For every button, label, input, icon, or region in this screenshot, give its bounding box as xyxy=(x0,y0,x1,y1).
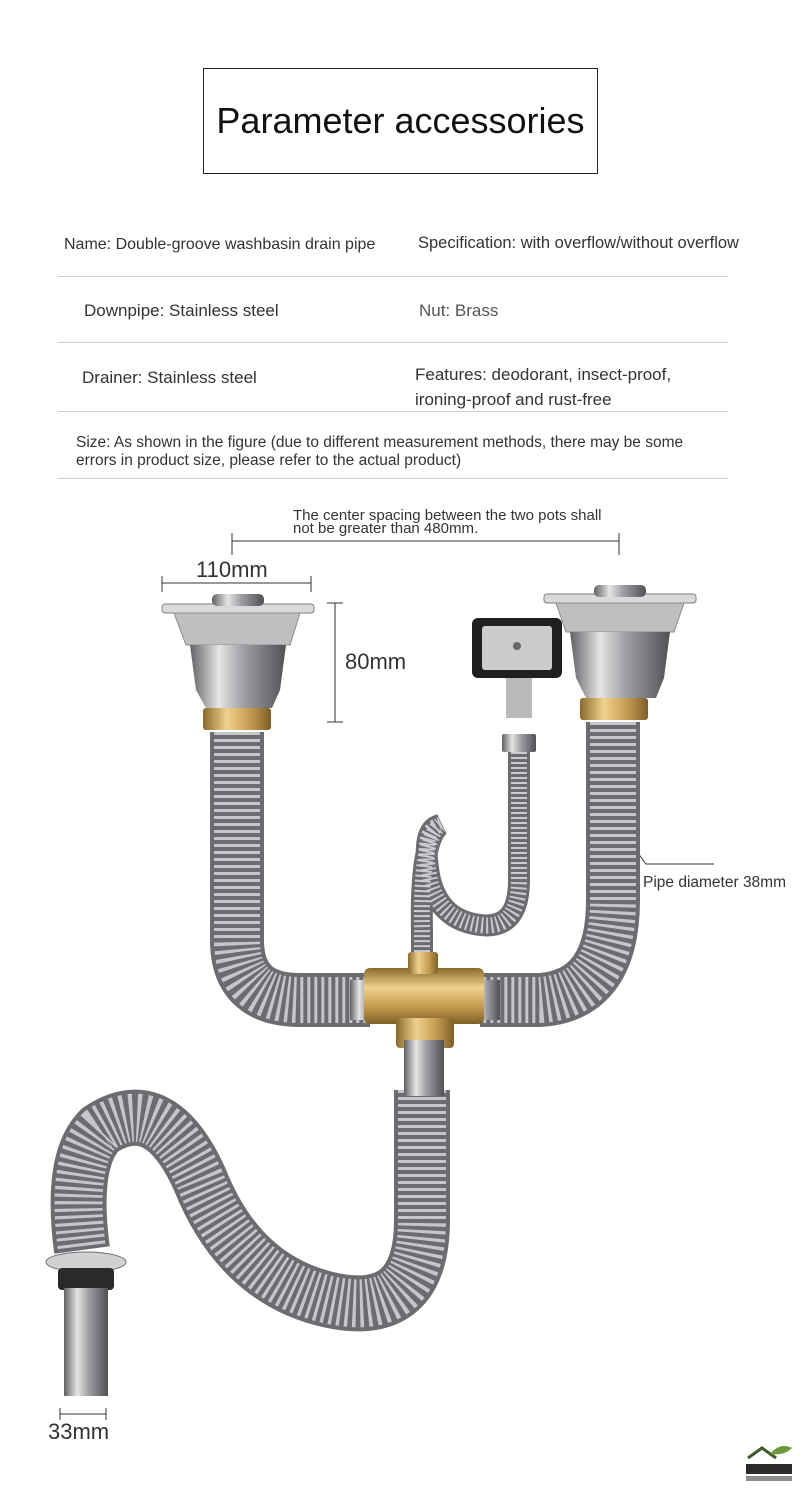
hogaki-logo-icon xyxy=(740,1440,798,1488)
right-drainer xyxy=(544,585,696,720)
page-title: Parameter accessories xyxy=(216,100,585,141)
spec-downpipe: Downpipe: Stainless steel xyxy=(84,301,279,320)
spec-specification: Specification: with overflow/without overflow xyxy=(418,234,739,252)
corrugated-hoses xyxy=(79,722,613,1303)
height-label: 80mm xyxy=(345,649,407,674)
spec-features-line2: ironing-proof and rust-free xyxy=(415,390,612,409)
center-spacing-line2: not be greater than 480mm. xyxy=(293,520,479,537)
size-note: Size: As shown in the figure (due to different measurement methods, there may be some errors in product size, please refer to the actual product) xyxy=(76,434,684,469)
spec-features-line1: Features: deodorant, insect-proof, xyxy=(415,365,672,384)
outlet-pipe xyxy=(46,1252,126,1396)
overflow-box xyxy=(472,618,562,752)
spec-name: Name: Double-groove washbasin drain pipe xyxy=(64,236,376,253)
center-spacing-line1: The center spacing between the two pots shall xyxy=(293,507,602,524)
brass-tee xyxy=(350,952,500,1096)
pipe-diameter-label: Pipe diameter 38mm xyxy=(643,874,787,891)
left-drainer xyxy=(162,594,314,730)
pipe-diameter-leader xyxy=(627,838,714,864)
height-dimension xyxy=(327,603,343,722)
spec-drainer: Drainer: Stainless steel xyxy=(82,368,257,387)
outlet-label: 33mm xyxy=(48,1419,110,1444)
width-label: 110mm xyxy=(196,557,268,582)
spec-nut: Nut: Brass xyxy=(419,301,499,320)
